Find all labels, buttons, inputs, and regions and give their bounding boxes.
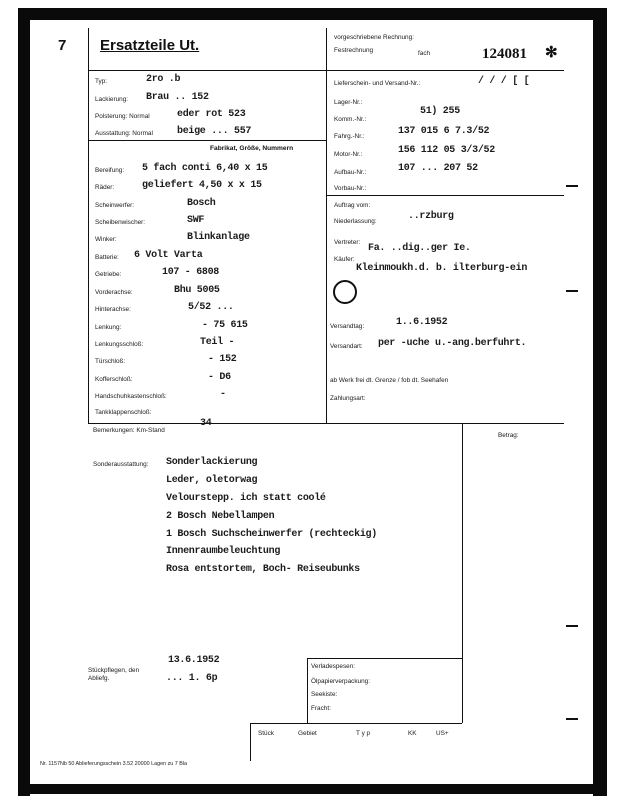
document-number: 124081 xyxy=(482,46,527,62)
field-value-vorderachse: Bhu 5005 xyxy=(174,285,220,296)
field-label-scheibenwischer: Scheibenwischer: xyxy=(95,219,146,226)
fertig-value: ... 1. 6p xyxy=(166,673,218,684)
field-label-vorderachse: Vorderachse: xyxy=(95,289,133,296)
sonderausstattung-item: 2 Bosch Nebellampen xyxy=(166,511,275,522)
field-label-lager-nr: Lager-Nr.: xyxy=(334,99,363,106)
field-value-lenkungsschloss: Teil - xyxy=(200,337,235,348)
scan-border-bottom xyxy=(18,784,607,794)
vorgeschrieben-label: vorgeschriebene Rechnung: xyxy=(334,34,414,41)
kaeufer-value-2: Kleinmoukh.d. b. ilterburg-ein xyxy=(356,263,528,274)
fabrikat-heading: Fabrikat, Größe, Nummern xyxy=(210,145,294,152)
field-value-getriebe: 107 - 6808 xyxy=(162,267,220,278)
field-value-polsterung: eder rot 523 xyxy=(177,109,246,120)
field-label-getriebe: Getriebe: xyxy=(95,271,122,278)
column-header-gebiet: Gebiet xyxy=(298,730,317,737)
form-rule-freight-vertical xyxy=(307,658,308,723)
sonderausstattung-label: Sonderausstattung: xyxy=(93,461,149,468)
field-label-hinterachse: Hinterachse: xyxy=(95,306,131,313)
versandart-value: per -uche u.-ang.berfuhrt. xyxy=(378,338,527,349)
field-label-tuerschloss: Türschloß: xyxy=(95,358,126,365)
field-value-lenkung: - 75 615 xyxy=(202,320,248,331)
fracht-label: Fracht: xyxy=(311,705,331,712)
form-rule-bottom-top xyxy=(250,723,462,724)
field-label-polsterung: Polsterung: Normal xyxy=(95,113,150,120)
stueckpflegen-label: Stückpflegen, den xyxy=(88,667,140,674)
field-label-vorbau-nr: Vorbau-Nr.: xyxy=(334,185,367,192)
niederlassung-value: ..rzburg xyxy=(408,211,454,222)
kaeufer-value: Fa. ..dig..ger Ie. xyxy=(368,243,471,254)
form-rule-bottom-left-vertical xyxy=(250,723,251,761)
edge-tick-mark xyxy=(566,625,578,627)
field-value-winker: Blinkanlage xyxy=(187,232,250,243)
field-value-bereifung: 5 fach conti 6,40 x 15 xyxy=(142,163,268,174)
field-label-handschuhkastenschloss: Handschuhkastenschloß: xyxy=(95,393,167,400)
field-value-aufbau-nr: 107 ... 207 52 xyxy=(398,163,478,174)
sonderausstattung-item: Innenraumbeleuchtung xyxy=(166,546,281,557)
form-rule-freight-top xyxy=(307,658,462,659)
field-value-lackierung: Brau .. 152 xyxy=(146,92,209,103)
edge-tick-mark xyxy=(566,185,578,187)
field-value-handschuhkastenschloss: - xyxy=(220,389,226,400)
verladespesen-label: Verladespesen: xyxy=(311,663,356,670)
form-rule-center-vertical xyxy=(326,28,327,423)
circle-stamp-mark xyxy=(333,280,357,304)
field-value-fahrg-nr: 137 015 6 7.3/52 xyxy=(398,126,490,137)
form-rule-left-vertical xyxy=(88,28,89,423)
scan-border-top xyxy=(18,8,605,20)
column-header-us: US+ xyxy=(436,730,449,737)
edge-tick-mark xyxy=(566,290,578,292)
form-rule-header-bottom xyxy=(88,70,564,71)
column-header-kk: KK xyxy=(408,730,417,737)
seekiste-label: Seekiste: xyxy=(311,691,338,698)
field-value-hinterachse: 5/52 ... xyxy=(188,302,234,313)
fach-label: fach xyxy=(418,50,431,57)
sonderausstattung-item: Velourstepp. ich statt coolé xyxy=(166,493,326,504)
field-label-aufbau-nr: Aufbau-Nr.: xyxy=(334,169,367,176)
scan-border-left xyxy=(18,8,30,796)
field-value-komm-nr: 51) 255 xyxy=(420,106,460,117)
niederlassung-label: Niederlassung: xyxy=(334,218,377,225)
asterisk-mark: ✻ xyxy=(545,45,558,61)
abliefg-label: Abliefg. xyxy=(88,675,110,682)
column-header-typ: T y p xyxy=(356,730,371,737)
field-label-scheinwerfer: Scheinwerfer: xyxy=(95,202,135,209)
zahlungsart-label: Zahlungsart: xyxy=(330,395,366,402)
field-label-kofferschloss: Kofferschloß: xyxy=(95,376,133,383)
sonderausstattung-item: Sonderlackierung xyxy=(166,457,258,468)
sonderausstattung-item: Leder, oletorwag xyxy=(166,475,258,486)
kaeufer-label: Käufer: xyxy=(334,256,355,263)
field-value-typ: 2ro .b xyxy=(146,74,181,85)
edge-tick-mark xyxy=(566,718,578,720)
field-label-fahrg-nr: Fahrg.-Nr.: xyxy=(334,133,365,140)
field-value-lieferschein: / / / [ [ xyxy=(478,76,530,87)
form-rule-remarks-top xyxy=(88,423,564,424)
field-value-scheibenwischer: SWF xyxy=(187,215,205,226)
betrag-label: Betrag: xyxy=(498,432,519,439)
auftrag-label: Auftrag vom: xyxy=(334,202,371,209)
versandtag-label: Versandtag: xyxy=(330,323,365,330)
bemerkungen-label: Bemerkungen: Km-Stand xyxy=(93,427,165,434)
field-value-raeder: geliefert 4,50 x x 15 xyxy=(142,180,262,191)
field-value-kofferschloss: - D6 xyxy=(208,372,231,383)
field-label-raeder: Räder: xyxy=(95,184,115,191)
vertreter-label: Vertreter: xyxy=(334,239,361,246)
form-imprint: Nr. 1157Nb 50 Ablieferungsschein 3.52 20000 Lagen zu 7 Bla xyxy=(40,761,188,767)
stichtag-value: 13.6.1952 xyxy=(168,655,220,666)
field-label-lackierung: Lackierung: xyxy=(95,96,129,103)
field-label-winker: Winker: xyxy=(95,236,117,243)
field-value-scheinwerfer: Bosch xyxy=(187,198,216,209)
field-label-bereifung: Bereifung: xyxy=(95,167,125,174)
sonderausstattung-item: 1 Bosch Suchscheinwerfer (rechteckig) xyxy=(166,529,377,540)
field-value-motor-nr: 156 112 05 3/3/52 xyxy=(398,145,495,156)
field-label-batterie: Batterie: xyxy=(95,254,119,261)
oelpapier-label: Ölpapierverpackung: xyxy=(311,678,370,685)
field-label-tankklappenschloss: Tankklappenschloß: xyxy=(95,409,152,416)
field-label-lieferschein: Lieferschein- und Versand-Nr.: xyxy=(334,80,421,87)
sonderausstattung-item: Rosa entstortem, Boch- Reiseubunks xyxy=(166,564,360,575)
field-label-typ: Typ: xyxy=(95,78,108,85)
festrechnung-label: Festrechnung xyxy=(334,47,374,54)
field-label-lenkungsschloss: Lenkungsschloß: xyxy=(95,341,144,348)
form-title: Ersatzteile Ut. xyxy=(100,37,200,54)
km-stand-value: 34 xyxy=(200,418,212,429)
page-number: 7 xyxy=(58,37,67,54)
ab-werk-label: ab Werk frei dt. Grenze / fob dt. Seehafen xyxy=(330,377,449,384)
field-label-komm-nr: Komm.-Nr.: xyxy=(334,116,367,123)
field-value-batterie: 6 Volt Varta xyxy=(134,250,203,261)
field-label-ausstattung: Ausstattung: Normal xyxy=(95,130,153,137)
form-rule-betrag-vertical xyxy=(462,423,463,723)
field-label-motor-nr: Motor-Nr.: xyxy=(334,151,363,158)
scan-border-right xyxy=(593,8,607,796)
field-label-lenkung: Lenkung: xyxy=(95,324,122,331)
form-rule-fabrikat xyxy=(88,140,326,141)
column-header-stueck: Stück xyxy=(258,730,274,737)
versandtag-value: 1..6.1952 xyxy=(396,317,448,328)
field-value-tuerschloss: - 152 xyxy=(208,354,237,365)
form-rule-right-divider xyxy=(326,195,564,196)
field-value-ausstattung: beige ... 557 xyxy=(177,126,252,137)
versandart-label: Versandart: xyxy=(330,343,363,350)
